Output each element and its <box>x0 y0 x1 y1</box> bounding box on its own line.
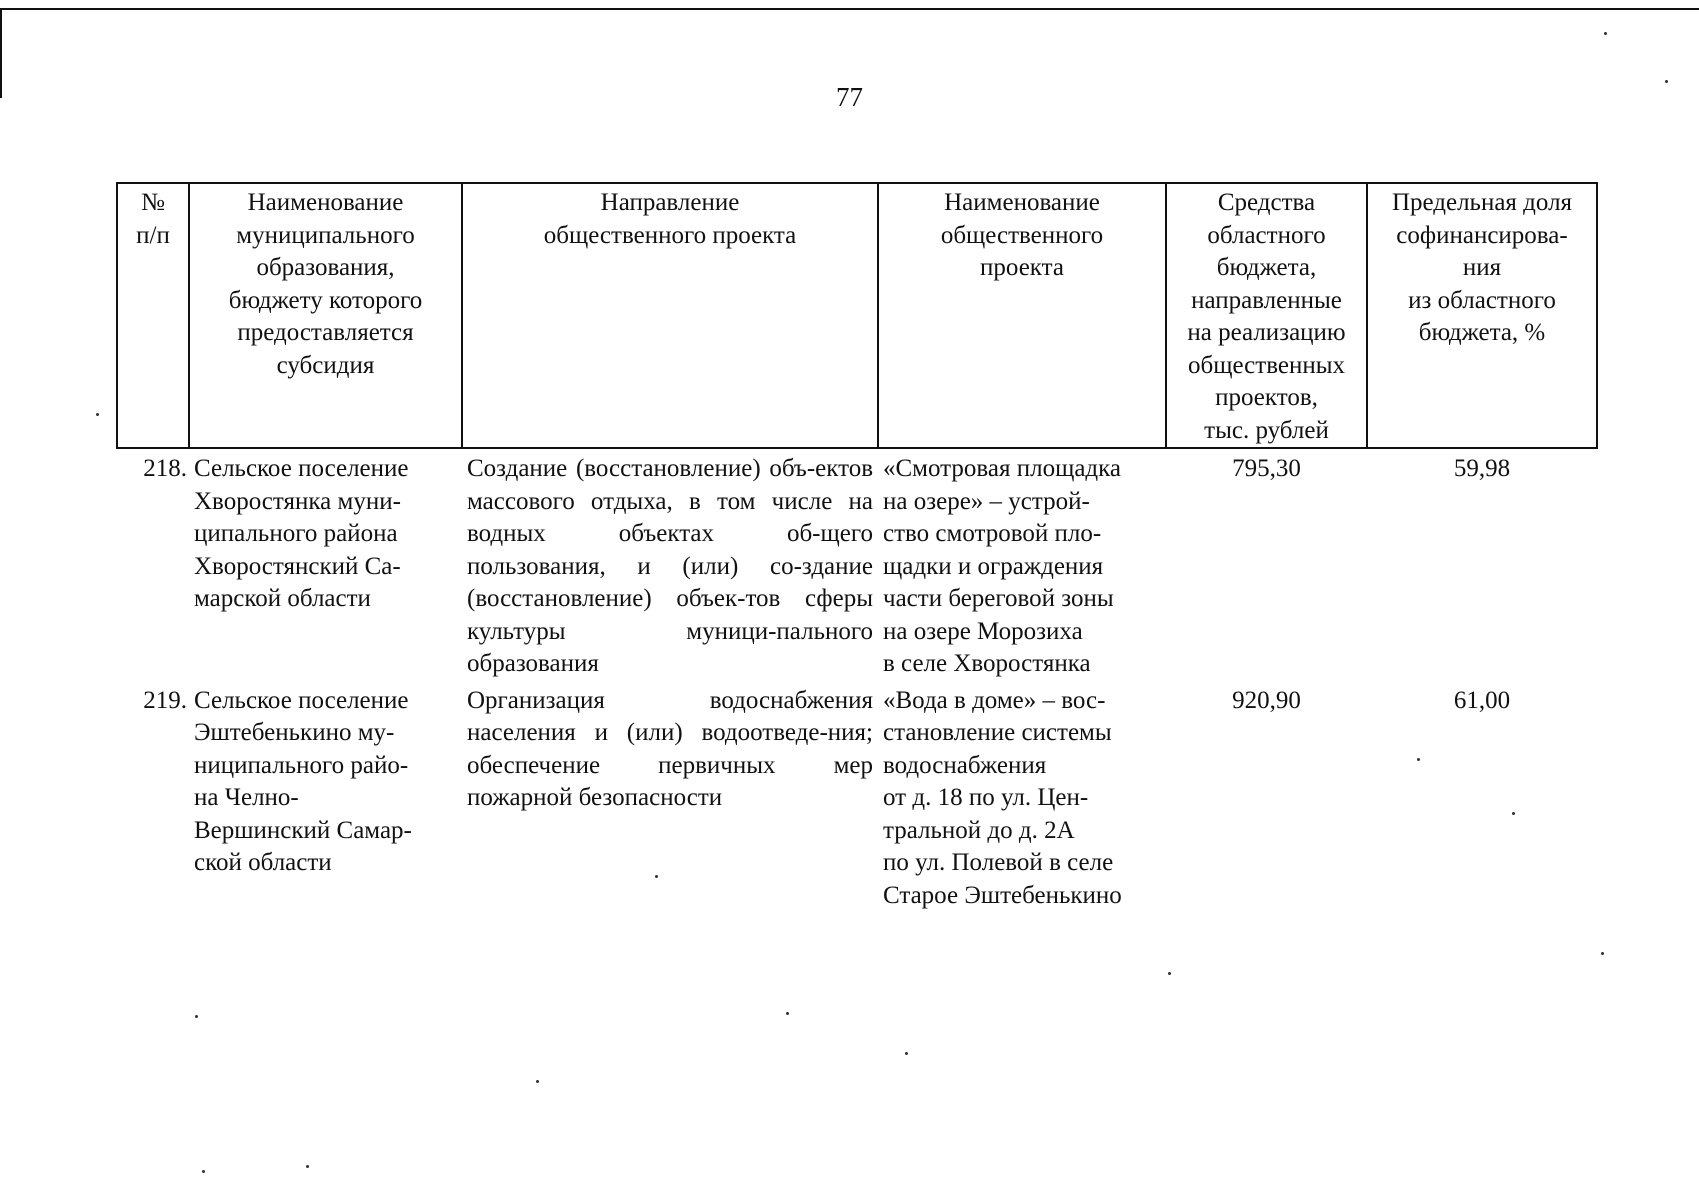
scan-speck <box>1512 812 1515 815</box>
cell-municipality: Сельское поселение Эштебенькино му- ниципального райо- на Челно- Вершинский Самар- ской области <box>194 686 412 876</box>
scan-speck <box>96 413 99 416</box>
scan-speck <box>655 875 658 878</box>
scan-speck <box>1604 32 1607 35</box>
scan-speck <box>786 1012 789 1015</box>
scan-speck <box>202 1170 205 1173</box>
cell-direction: Создание (восстановление) объ-ектов массового отдыха, в том числе на водных объектах об-щего пользования, и (или) со-здание (восстановление) объек-тов сферы культуры муници-пального образования <box>467 455 873 677</box>
cell-project: «Смотровая площадка на озере» – устрой- ство смотровой пло- щадки и ограждения части береговой зоны на озере Морозиха в селе Хворостянка <box>883 455 1122 677</box>
table-row <box>117 681 1597 913</box>
scan-speck <box>1168 972 1171 975</box>
cell-number: 218. <box>143 455 187 482</box>
scan-speck <box>1601 952 1604 955</box>
subsidy-table-container <box>116 182 1596 912</box>
scan-edge-top <box>0 8 1699 10</box>
header-funds: Средства областного бюджета, направленные на реализацию общественных проектов, тыс. рублей <box>1166 183 1367 448</box>
scan-speck <box>905 1052 908 1055</box>
scan-speck <box>1417 758 1420 761</box>
cell-project: «Вода в доме» – вос- становление системы водоснабжения от д. 18 по ул. Цен- тральной до д. 2А по ул. Полевой в селе Старое Эштебенькино <box>883 686 1122 909</box>
scan-speck <box>195 1015 198 1018</box>
scan-speck <box>1665 80 1668 83</box>
header-share: Предельная доля софинансирова- ния из областного бюджета, % <box>1367 183 1597 448</box>
table-header <box>117 183 1597 448</box>
cell-share: 61,00 <box>1453 686 1511 714</box>
scan-speck <box>306 1165 309 1168</box>
header-row <box>117 183 1597 448</box>
header-direction: Направление общественного проекта <box>462 183 878 448</box>
header-number: № п/п <box>117 183 189 448</box>
subsidy-table <box>116 182 1598 912</box>
cell-funds: 920,90 <box>1232 686 1301 714</box>
cell-funds: 795,30 <box>1232 455 1301 482</box>
header-project: Наименование общественного проекта <box>878 183 1166 448</box>
header-municipality: Наименование муниципального образования, бюджету которого предоставляется субсидия <box>189 183 462 448</box>
cell-number: 219. <box>143 686 187 714</box>
page-number: 77 <box>836 82 863 112</box>
table-row <box>117 448 1597 681</box>
cell-direction: Организация водоснабжения населения и (или) водоотведе-ния; обеспечение первичных мер пожарной безопасности <box>467 686 873 811</box>
cell-share: 59,98 <box>1453 455 1511 482</box>
scan-speck <box>536 1080 539 1083</box>
cell-municipality: Сельское поселение Хворостянка муни- ципального района Хворостянский Са- марской области <box>194 455 409 612</box>
